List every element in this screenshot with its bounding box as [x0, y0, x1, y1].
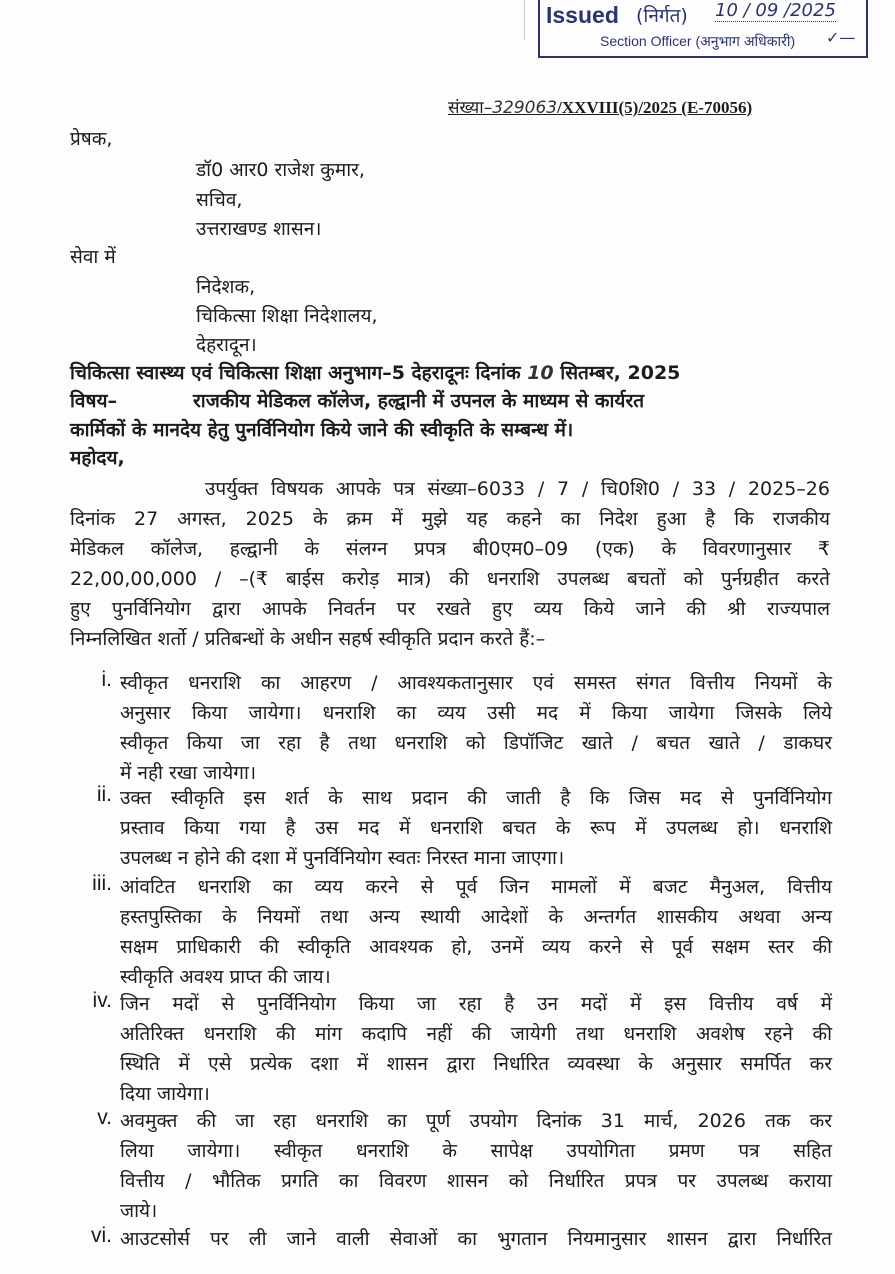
subject-label: विषय– [70, 390, 117, 412]
condition-number: i. [101, 668, 112, 691]
body-line-6: निम्नलिखित शर्तो / प्रतिबन्धों के अधीन सहर्ष स्वीकृति प्रदान करते हैं:– [70, 628, 546, 650]
dateline-department: चिकित्सा स्वास्थ्य एवं चिकित्सा शिक्षा अनुभाग–5 देहरादूनः दिनांक [70, 362, 521, 384]
condition-number: vi. [91, 1224, 112, 1247]
stamp-signature: ✓— [826, 28, 856, 47]
body-line-4: 22,00,00,000 / –(₹ बाईस करोड़ मात्र) की धनराशि उपलब्ध बचतों को पुर्नग्रहीत करते [70, 568, 830, 590]
condition-line: लिया जायेगा। स्वीकृत धनराशि के सापेक्ष उपयोगिता प्रमण पत्र सहित [120, 1140, 832, 1162]
stamp-issued-label: Issued [546, 2, 619, 28]
stamp-issued-hindi-label: (निर्गत) [636, 5, 688, 27]
condition-line: अतिरिक्त धनराशि की मांग कदापि नहीं की जायेगी तथा धनराशि अवशेष रहने की [120, 1023, 832, 1045]
sender-label: प्रेषक, [70, 128, 113, 150]
condition-line: आंवटित धनराशि का व्यय करने से पूर्व जिन मामलों में बजट मैनुअल, वित्तीय [120, 876, 832, 898]
condition-text [120, 668, 832, 788]
stamp-date: 10 / 09 /2025 [715, 0, 836, 21]
condition-text [120, 1224, 832, 1254]
body-line-2: दिनांक 27 अगस्त, 2025 के क्रम में मुझे यह कहने का निदेश हुआ है कि राजकीय [70, 508, 830, 530]
condition-number: iii. [92, 872, 112, 895]
condition-line: उक्त स्वीकृति इस शर्त के साथ प्रदान की जाती है कि जिस मद से पुनर्विनियोग [120, 787, 832, 809]
condition-line: दिया जायेगा। [120, 1083, 210, 1105]
body-line-3: मेडिकल कॉलेज, हल्द्वानी के संलग्न प्रपत्र बी0एम0–09 (एक) के विवरणानुसार ₹ [70, 538, 830, 560]
condition-number: ii. [96, 783, 112, 806]
sender-designation: सचिव, [196, 189, 243, 211]
page-edge-divider [524, 0, 525, 40]
body-line-1: उपर्युक्त विषयक आपके पत्र संख्या–6033 / 7 / चि0शि0 / 33 / 2025–26 [205, 478, 830, 500]
condition-line: में नही रखा जायेगा। [120, 762, 257, 784]
condition-line: अनुसार किया जायेगा। धनराशि का व्यय उसी मद में किया जायेगा जिसके लिये [120, 702, 832, 724]
condition-line: सक्षम प्राधिकारी की स्वीकृति आवश्यक हो, उनमें व्यय करने से पूर्व सक्षम स्तर की [120, 936, 832, 958]
condition-line: वित्तीय / भौतिक प्रगति का विवरण शासन को निर्धारित प्रपत्र पर उपलब्ध कराया [120, 1170, 832, 1192]
issued-stamp [538, 0, 868, 58]
subject-line-1: राजकीय मेडिकल कॉलेज, हल्द्वानी में उपनल के माध्यम से कार्यरत [193, 390, 645, 412]
reference-handwritten-number: 329063 [492, 98, 558, 118]
recipient-city: देहरादून। [196, 334, 257, 356]
condition-line: स्वीकृति अवश्य प्राप्त की जाय। [120, 966, 331, 988]
condition-line: प्रस्ताव किया गया है उस मद में धनराशि बचत के रूप में उपलब्ध हो। धनराशि [120, 817, 832, 839]
subject-line-2: कार्मिकों के मानदेय हेतु पुनर्विनियोग किये जाने की स्वीकृति के सम्बन्ध में। [70, 419, 574, 441]
condition-line: स्वीकृत किया जा रहा है तथा धनराशि को डिपॉजिट खाते / बचत खाते / डाकघर [120, 732, 832, 754]
condition-text [120, 872, 832, 992]
condition-number: v. [97, 1106, 112, 1129]
condition-text [120, 783, 832, 873]
stamp-officer-label: Section Officer (अनुभाग अधिकारी) [600, 33, 796, 49]
dateline [70, 361, 680, 385]
condition-text [120, 1106, 832, 1226]
reference-number [448, 96, 752, 120]
sender-office: उत्तराखण्ड शासन। [196, 218, 322, 240]
condition-number: iv. [92, 989, 112, 1012]
dateline-handwritten-day: 10 [527, 362, 554, 384]
condition-line: स्थिति में एसे प्रत्येक दशा में शासन द्वारा निर्धारित व्यवस्था के अनुसार समर्पित कर [120, 1053, 832, 1075]
reference-prefix: संख्या– [448, 98, 493, 118]
condition-line: जाये। [120, 1200, 158, 1222]
condition-line: स्वीकृत धनराशि का आहरण / आवश्यकतानुसार एवं समस्त संगत वित्तीय नियमों के [120, 672, 832, 694]
condition-line: उपलब्ध न होने की दशा में पुनर्विनियोग स्वतः निरस्त माना जाएगा। [120, 847, 565, 869]
condition-line: अवमुक्त की जा रहा धनराशि का पूर्ण उपयोग दिनांक 31 मार्च, 2026 तक कर [120, 1110, 832, 1132]
sender-name: डॉ0 आर0 राजेश कुमार, [196, 159, 365, 181]
reference-suffix: /XXVIII(5)/2025 (E-70056) [557, 98, 753, 117]
salutation: महोदय, [70, 447, 125, 469]
condition-line: हस्तपुस्तिका के नियमों तथा अन्य स्थायी आदेशों के अन्तर्गत शासकीय अथवा अन्य [120, 906, 832, 928]
condition-line: जिन मदों से पुनर्विनियोग किया जा रहा है उन मदों में इस वित्तीय वर्ष में [120, 993, 832, 1015]
dateline-month-year: सितम्बर, 2025 [560, 362, 681, 384]
body-line-5: हुए पुनर्विनियोग द्वारा आपके निवर्तन पर रखते हुए व्यय किये जाने की श्री राज्यपाल [70, 598, 830, 620]
condition-text [120, 989, 832, 1109]
recipient-office: चिकित्सा शिक्षा निदेशालय, [196, 305, 378, 327]
recipient-label: सेवा में [70, 246, 116, 268]
recipient-designation: निदेशक, [196, 276, 256, 298]
condition-line: आउटसोर्स पर ली जाने वाली सेवाओं का भुगतान नियमानुसार शासन द्वारा निर्धारित [120, 1228, 832, 1250]
